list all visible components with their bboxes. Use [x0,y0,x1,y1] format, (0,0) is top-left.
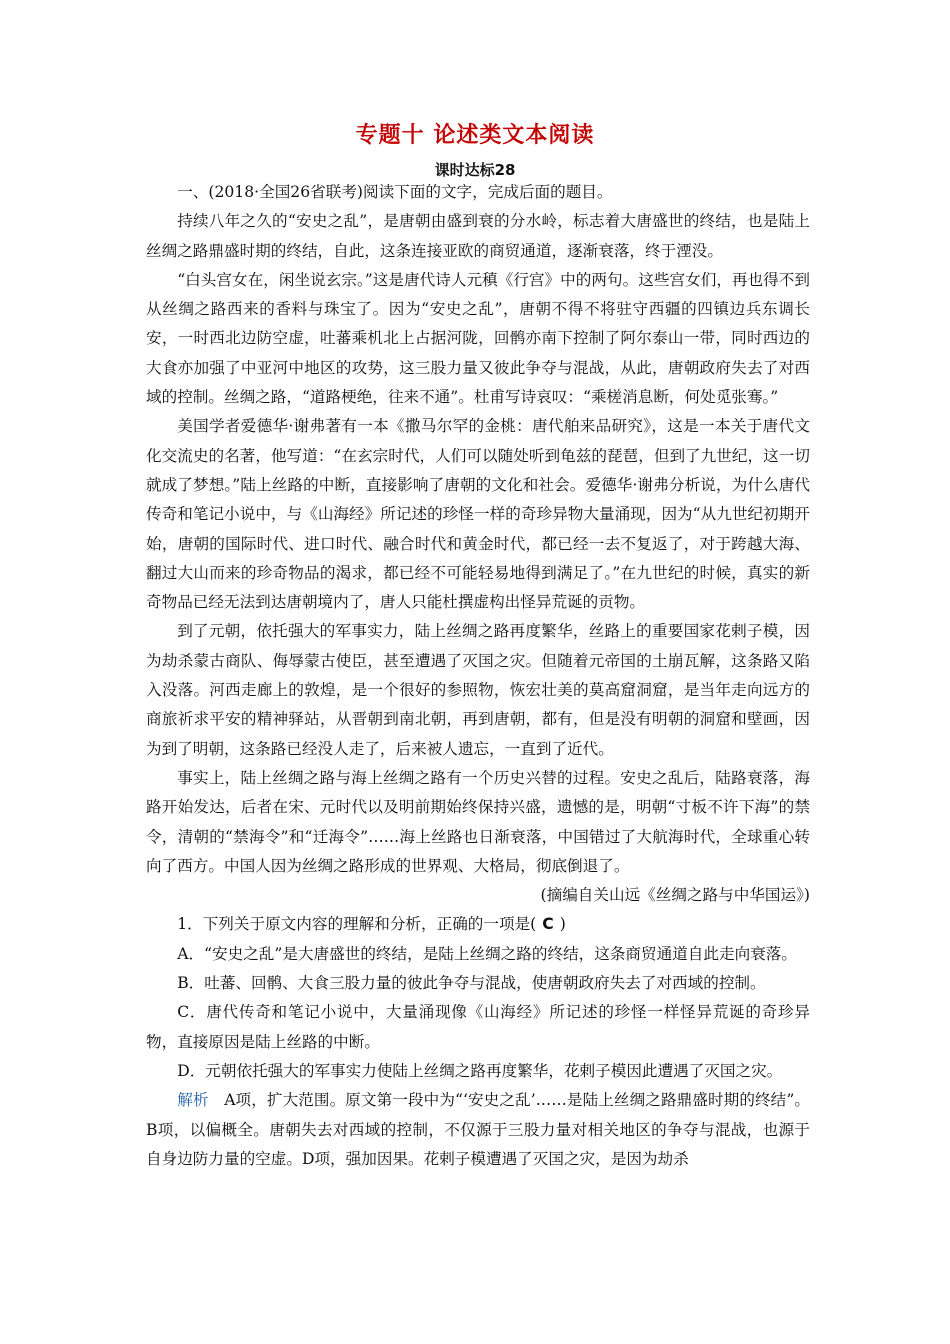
question-stem-text: 1．下列关于原文内容的理解和分析，正确的一项是( [177,915,537,934]
page-title: 专题十 论述类文本阅读 [355,123,595,148]
document-body [146,178,810,1174]
option-b: B．吐蕃、回鹘、大食三股力量的彼此争夺与混战，使唐朝政府失去了对西域的控制。 [177,974,766,993]
paragraph-3: 美国学者爱德华·谢弗著有一本《撒马尔罕的金桃：唐代舶来品研究》，这是一本关于唐代文化交流史的名著，他写道：“在玄宗时代，人们可以随处听到龟兹的琵琶，但到了九世纪，这一切就成了梦想。”陆上丝路的中断，直接影响了唐朝的文化和社会。爱德华·谢弗分析说，为什么唐代传奇和笔记小说中，与《山海经》所记述的珍怪一样的奇珍异物大量涌现，因为“从九世纪初期开始，唐朝的国际时代、进口时代、融合时代和黄金时代，都已经一去不复返了，对于跨越大海、翻过大山而来的珍奇物品的渴求，都已经不可能轻易地得到满足了。”在九世纪的时候，真实的新奇物品已经无法到达唐朝境内了，唐人只能杜撰虚构出怪异荒诞的贡物。 [146,417,810,612]
page-subtitle: 课时达标28 [434,161,516,179]
paragraph-5: 事实上，陆上丝绸之路与海上丝绸之路有一个历史兴替的过程。安史之乱后，陆路衰落，海路开始发达，后者在宋、元时代以及明前期始终保持兴盛，遗憾的是，明朝“寸板不许下海”的禁令，清朝的“禁海令”和“迁海令”……海上丝路也日渐衰落，中国错过了大航海时代，全球重心转向了西方。中国人因为丝绸之路形成的世界观、大格局，彻底倒退了。 [146,768,810,875]
analysis [146,1086,810,1174]
question-stem-close: ) [559,915,566,934]
paragraph-1: 持续八年之久的“安史之乱”，是唐朝由盛到衰的分水岭，标志着大唐盛世的终结，也是陆上丝绸之路鼎盛时期的终结，自此，这条连接亚欧的商贸通道，逐渐衰落，终于湮没。 [146,212,810,260]
answer-letter: C [542,915,554,934]
analysis-text: A项，扩大范围。原文第一段中为“‘安史之乱’……是陆上丝绸之路鼎盛时期的终结”。B项，以偏概全。唐朝失去对西域的控制，不仅源于三股力量对相关地区的争夺与混战，也源于自身边防力量的空虚。D项，强加因果。花剌子模遭遇了灭国之灾，是因为劫杀 [146,1091,810,1168]
question-stem [146,910,810,939]
option-a: A．“安史之乱”是大唐盛世的终结，是陆上丝绸之路的终结，这条商贸通道自此走向衰落。 [177,944,797,963]
source-citation: (摘编自关山远《丝绸之路与中华国运》) [540,886,810,905]
paragraph-2: “白头宫女在，闲坐说玄宗。”这是唐代诗人元稹《行宫》中的两句。这些宫女们，再也得不到从丝绸之路西来的香料与珠宝了。因为“安史之乱”，唐朝不得不将驻守西疆的四镇边兵东调长安，一时西北边防空虚，吐蕃乘机北上占据河陇，回鹘亦南下控制了阿尔泰山一带，同时西边的大食亦加强了中亚河中地区的攻势，这三股力量又彼此争夺与混战，从此，唐朝政府失去了对西域的控制。丝绸之路，“道路梗绝，往来不通”。杜甫写诗哀叹：“乘槎消息断，何处觅张骞。” [146,270,810,407]
intro-instruction: 一、(2018·全国26省联考)阅读下面的文字，完成后面的题目。 [177,183,613,201]
analysis-label: 解析 [177,1091,209,1110]
option-d: D．元朝依托强大的军事实力使陆上丝绸之路再度繁华，花剌子模因此遭遇了灭国之灾。 [177,1061,783,1080]
paragraph-4: 到了元朝，依托强大的军事实力，陆上丝绸之路再度繁华，丝路上的重要国家花剌子模，因为劫杀蒙古商队、侮辱蒙古使臣，甚至遭遇了灭国之灾。但随着元帝国的土崩瓦解，这条路又陷入没落。河西走廊上的敦煌，是一个很好的参照物，恢宏壮美的莫高窟洞窟，是当年走向远方的商旅祈求平安的精神驿站，从晋朝到南北朝，再到唐朝，都有，但是没有明朝的洞窟和壁画，因为到了明朝，这条路已经没人走了，后来被人遗忘，一直到了近代。 [146,622,810,758]
option-c: C．唐代传奇和笔记小说中，大量涌现像《山海经》所记述的珍怪一样怪异荒诞的奇珍异物，直接原因是陆上丝路的中断。 [146,1003,810,1051]
